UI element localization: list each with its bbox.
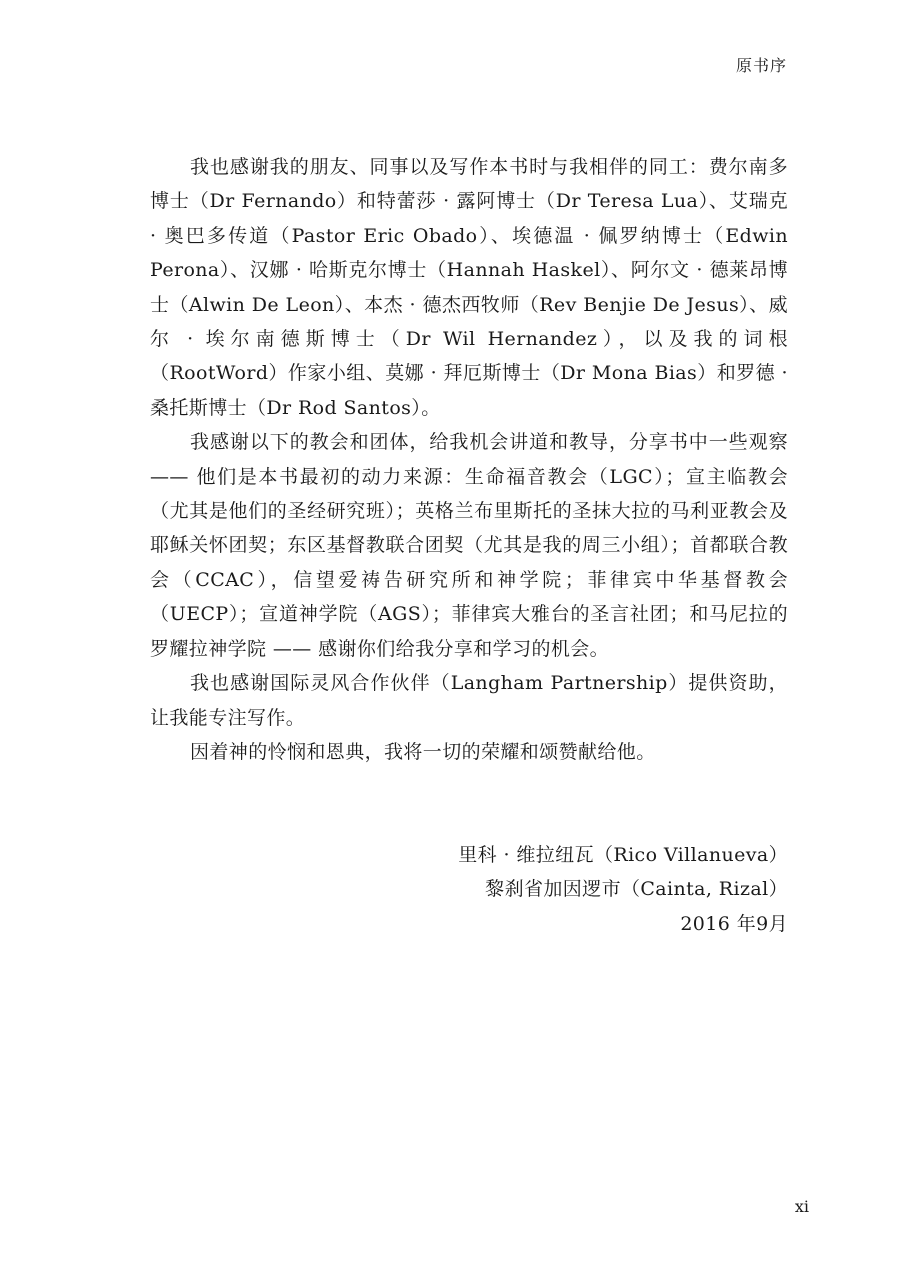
paragraph-doxology: 因着神的怜悯和恩典，我将一切的荣耀和颂赞献给他。: [190, 740, 656, 763]
paragraph-acknowledgement-churches: 我感谢以下的教会和团体，给我机会讲道和教导，分享书中一些观察 —— 他们是本书最初的动力来源：生命福音教会（LGC）；宣主临教会（尤其是他们的圣经研究班）；英格兰布里斯托的圣抹大拉的马利亚教会及耶稣关怀团契；东区基督教联合团契（尤其是我的周三小组）；首都联合教会（CCAC），信望爱祷告研究所和神学院；菲律宾中华基督教会（UECP）；宣道神学院（AGS）；菲律宾大雅台的圣言社团；和马尼拉的罗耀拉神学院 —— 感谢你们给我分享和学习的机会。: [150, 431, 788, 660]
signature-date: 2016 年9月: [680, 912, 788, 935]
paragraph-acknowledgement-colleagues: 我也感谢我的朋友、同事以及写作本书时与我相伴的同工：费尔南多博士（Dr Fernando）和特蕾莎 · 露阿博士（Dr Teresa Lua）、艾瑞克 · 奥巴多传道（Pastor Eric Obado）、埃德温 · 佩罗纳博士（Edwin Perona）、汉娜 · 哈斯克尔博士（Hannah Haskel）、阿尔文 · 德莱昂博士（Alwin De Leon）、本杰 · 德杰西牧师（Rev Benjie De Jesus）、威尔 · 埃尔南德斯博士（Dr Wil Hernandez），以及我的词根（RootWord）作家小组、莫娜 · 拜厄斯博士（Dr Mona Bias）和罗德 · 桑托斯博士（Dr Rod Santos）。: [150, 156, 788, 419]
running-head: 原书序: [735, 56, 787, 75]
paragraph-acknowledgement-funding: 我也感谢国际灵风合作伙伴（Langham Partnership）提供资助，让我能专注写作。: [150, 672, 788, 729]
signature-place: 黎刹省加因逻市（Cainta, Rizal）: [485, 878, 788, 901]
signature-author: 里科 · 维拉纽瓦（Rico Villanueva）: [458, 844, 788, 866]
body-text: [150, 150, 788, 769]
signature-block: [458, 838, 788, 941]
page-number: xi: [794, 1197, 809, 1216]
